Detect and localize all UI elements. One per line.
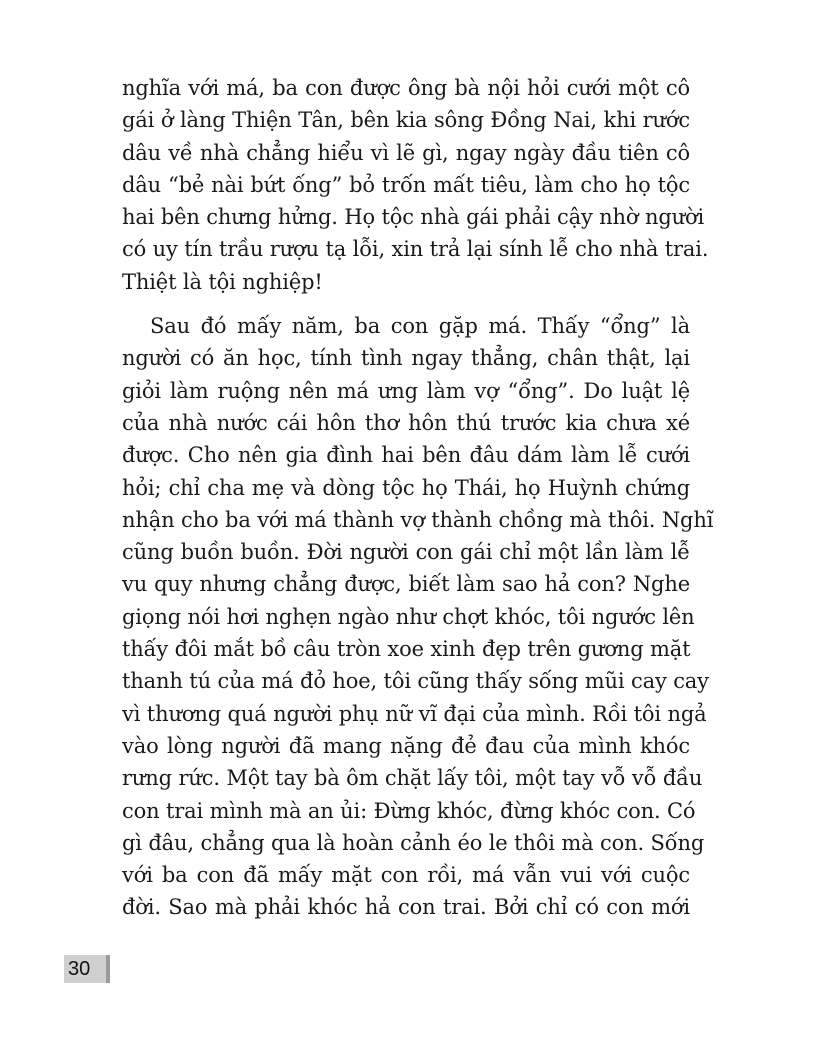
text-line: giỏi làm ruộng nên má ưng làm vợ “ổng”. Do luật lệ bbox=[122, 378, 690, 403]
text-line: hỏi; chỉ cha mẹ và dòng tộc họ Thái, họ Huỳnh chứng bbox=[122, 475, 690, 500]
page-number: 30 bbox=[68, 958, 91, 980]
text-line: có uy tín trầu rượu tạ lỗi, xin trả lại sính lễ cho nhà trai. bbox=[122, 237, 709, 262]
text-line: gái ở làng Thiện Tân, bên kia sông Đồng Nai, khi rước bbox=[122, 108, 690, 133]
text-line: với ba con đã mấy mặt con rồi, má vẫn vui với cuộc bbox=[122, 863, 690, 888]
text-line: người có ăn học, tính tình ngay thẳng, chân thật, lại bbox=[122, 346, 690, 371]
text-line: vì thương quá người phụ nữ vĩ đại của mình. Rồi tôi ngả bbox=[122, 701, 707, 726]
text-line: Sau đó mấy năm, ba con gặp má. Thấy “ổng” là bbox=[150, 314, 690, 339]
text-line: thanh tú của má đỏ hoe, tôi cũng thấy sống mũi cay cay bbox=[122, 669, 709, 694]
text-line: đời. Sao mà phải khóc hả con trai. Bởi chỉ có con mới bbox=[122, 895, 690, 920]
text-line: nghĩa với má, ba con được ông bà nội hỏi cưới một cô bbox=[122, 76, 690, 100]
text-line: được. Cho nên gia đình hai bên đâu dám làm lễ cưới bbox=[122, 443, 690, 468]
text-line: vào lòng người đã mang nặng đẻ đau của mình khóc bbox=[122, 733, 690, 758]
body-text bbox=[122, 72, 714, 924]
text-line: cũng buồn buồn. Đời người con gái chỉ một lần làm lễ bbox=[122, 540, 690, 565]
text-line: gì đâu, chẳng qua là hoàn cảnh éo le thôi mà con. Sống bbox=[122, 830, 705, 855]
text-line: nhận cho ba với má thành vợ thành chồng mà thôi. Nghĩ bbox=[122, 507, 714, 532]
paragraph-gap bbox=[122, 298, 690, 310]
text-line: của nhà nước cái hôn thơ hôn thú trước kia chưa xé bbox=[122, 410, 690, 435]
text-line: vu quy nhưng chẳng được, biết làm sao hả con? Nghe bbox=[122, 572, 690, 597]
text-line: rưng rức. Một tay bà ôm chặt lấy tôi, một tay vỗ vỗ đầu bbox=[122, 766, 703, 791]
text-line: Thiệt là tội nghiệp! bbox=[122, 269, 323, 294]
text-line: con trai mình mà an ủi: Đừng khóc, đừng khóc con. Có bbox=[122, 798, 696, 823]
text-line: dâu về nhà chẳng hiểu vì lẽ gì, ngay ngày đầu tiên cô bbox=[122, 140, 690, 165]
text-line: giọng nói hơi nghẹn ngào như chợt khóc, tôi ngước lên bbox=[122, 604, 695, 629]
text-line: dâu “bẻ nài bứt ống” bỏ trốn mất tiêu, làm cho họ tộc bbox=[122, 172, 690, 197]
text-line: hai bên chưng hửng. Họ tộc nhà gái phải cậy nhờ người bbox=[122, 205, 705, 230]
text-line: thấy đôi mắt bồ câu tròn xoe xinh đẹp trên gương mặt bbox=[122, 637, 691, 662]
